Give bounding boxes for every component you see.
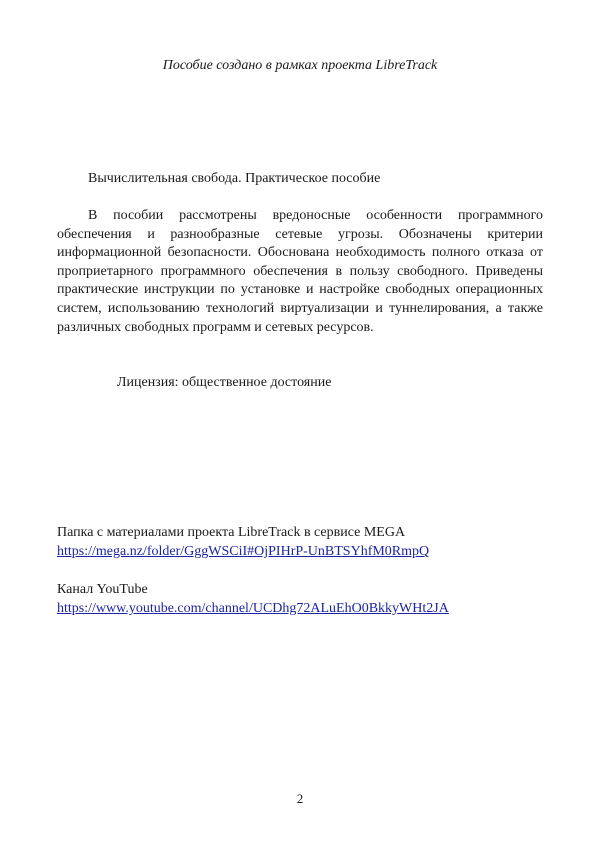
document-title: Вычислительная свобода. Практическое пособие <box>88 171 381 186</box>
youtube-channel-link[interactable]: https://www.youtube.com/channel/UCDhg72ALuEhO0BkkyWHt2JA <box>57 601 449 616</box>
license-statement: Лицензия: общественное достояние <box>117 375 332 390</box>
project-note: Пособие создано в рамках проекта LibreTrack <box>162 58 438 73</box>
mega-link-block <box>57 523 429 561</box>
youtube-link-block <box>57 580 449 618</box>
mega-folder-link[interactable]: https://mega.nz/folder/GggWSCiI#OjPIHrP-UnBTSYhfM0RmpQ <box>57 544 430 559</box>
abstract-paragraph: В пособии рассмотрены вредоносные особенности программного обеспечения и разнообразные сетевые угрозы. Обозначены критерии информационной безопасности. Обоснована необходимость полного отказа от проприетарного программного обеспечения в пользу свободного. Приведены практические инструкции по установке и настройке свободных операционных систем, использованию технологий виртуализации и туннелирования, а также различных свободных программ и сетевых ресурсов. <box>57 208 543 335</box>
page-number: 2 <box>296 791 304 806</box>
youtube-link-label: Канал YouTube <box>57 582 148 597</box>
mega-link-label: Папка с материалами проекта LibreTrack в сервисе MEGA <box>57 525 406 540</box>
